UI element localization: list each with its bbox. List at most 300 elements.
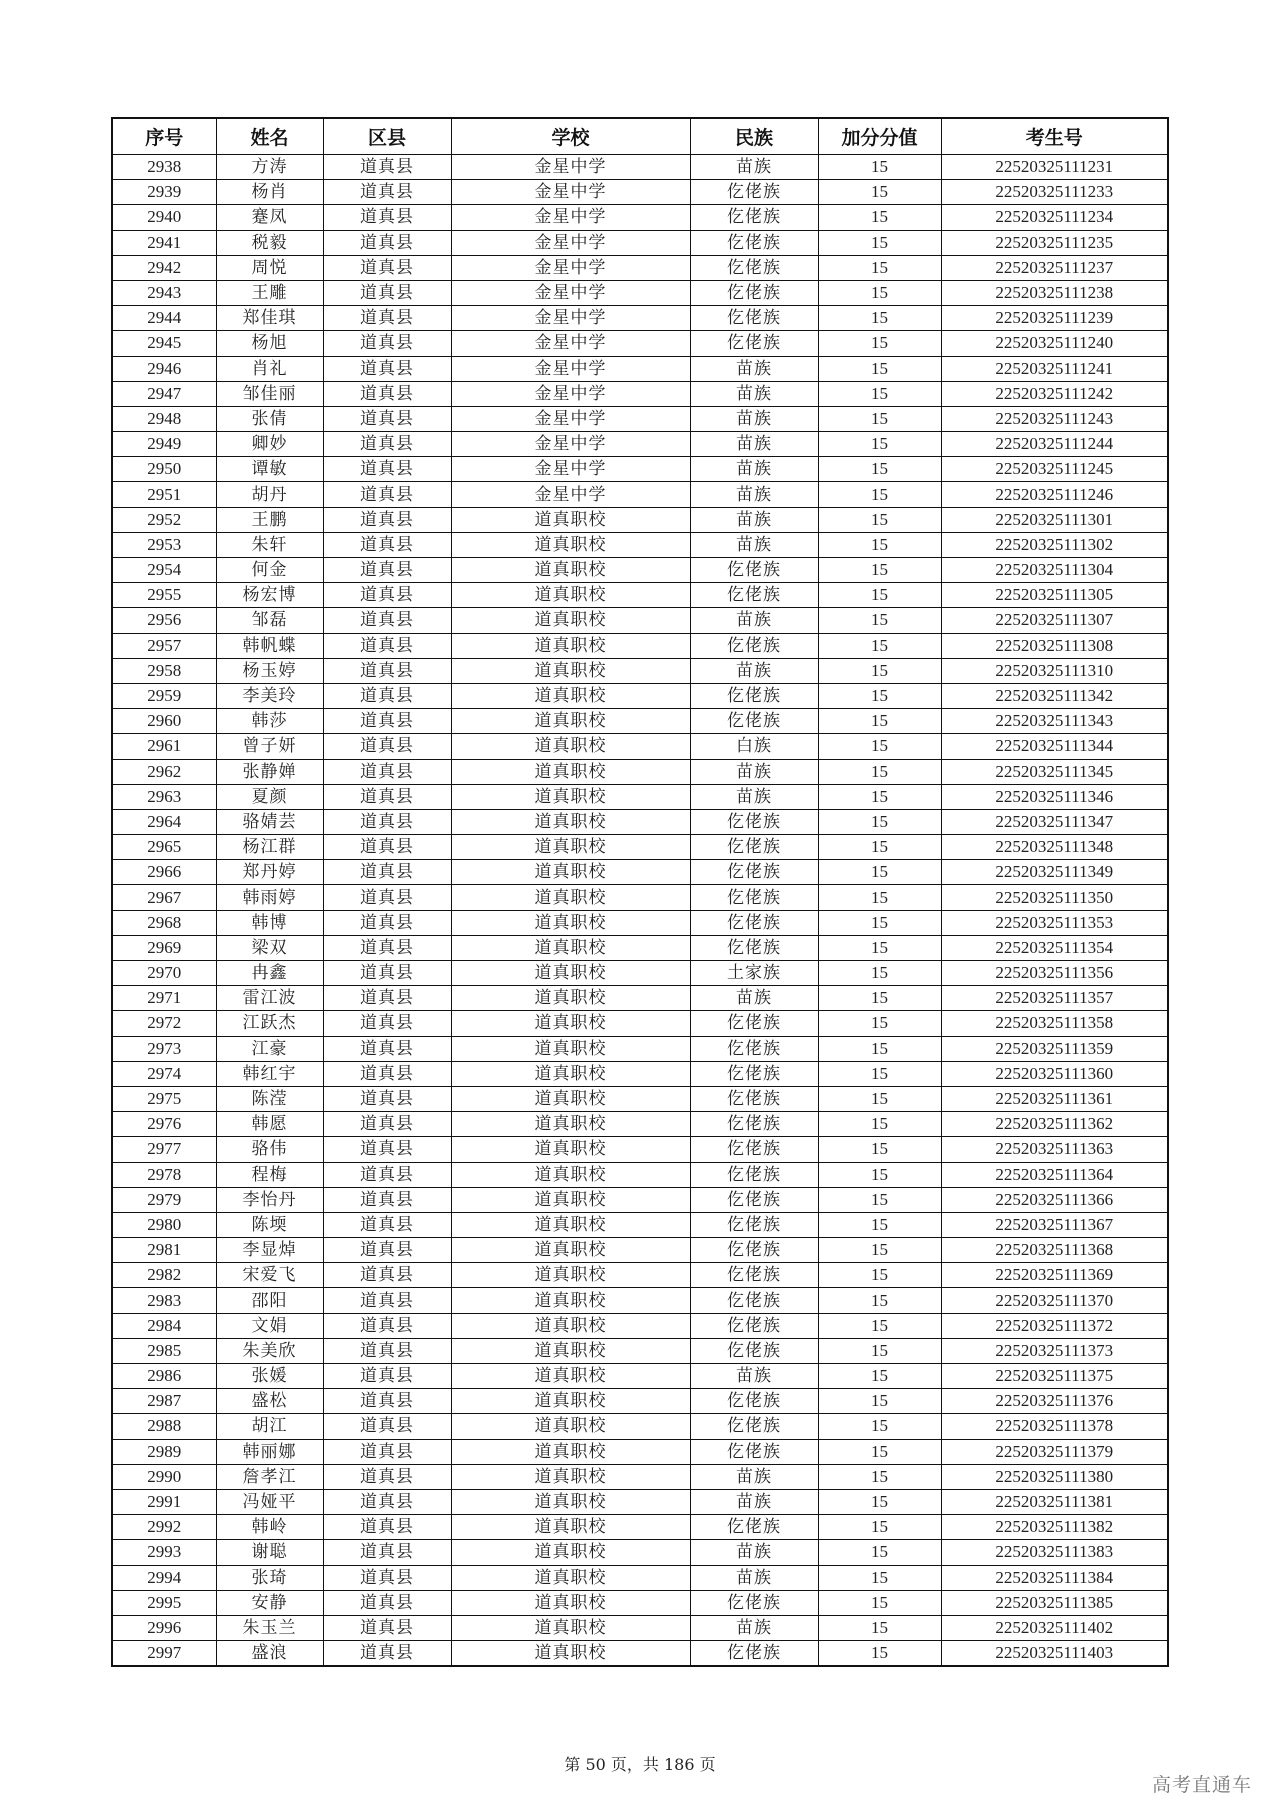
cell-ethnicity: 仡佬族 [690,331,818,356]
cell-name: 骆婧芸 [216,809,323,834]
cell-county: 道真县 [323,1263,451,1288]
cell-ethnicity: 苗族 [690,759,818,784]
cell-ethnicity: 苗族 [690,1464,818,1489]
table-row [112,381,1168,406]
cell-name: 何金 [216,558,323,583]
table-row [112,935,1168,960]
table-row [112,1364,1168,1389]
cell-exam-id: 22520325111238 [941,280,1168,305]
cell-exam-id: 22520325111243 [941,406,1168,431]
cell-ethnicity: 仡佬族 [690,1162,818,1187]
cell-serial: 2939 [112,180,216,205]
cell-county: 道真县 [323,1590,451,1615]
cell-county: 道真县 [323,1288,451,1313]
table-row [112,1212,1168,1237]
cell-county: 道真县 [323,1439,451,1464]
cell-bonus-points: 15 [818,406,941,431]
table-row [112,734,1168,759]
cell-ethnicity: 仡佬族 [690,280,818,305]
cell-ethnicity: 仡佬族 [690,1288,818,1313]
cell-school: 道真职校 [451,759,690,784]
cell-exam-id: 22520325111231 [941,155,1168,180]
cell-name: 韩帆蝶 [216,633,323,658]
cell-serial: 2955 [112,583,216,608]
table-row [112,885,1168,910]
cell-county: 道真县 [323,1112,451,1137]
cell-serial: 2956 [112,608,216,633]
cell-bonus-points: 15 [818,155,941,180]
cell-school: 道真职校 [451,1565,690,1590]
cell-county: 道真县 [323,1641,451,1667]
cell-serial: 2950 [112,457,216,482]
cell-bonus-points: 15 [818,885,941,910]
cell-bonus-points: 15 [818,759,941,784]
cell-bonus-points: 15 [818,734,941,759]
cell-school: 道真职校 [451,1162,690,1187]
cell-county: 道真县 [323,709,451,734]
cell-bonus-points: 15 [818,558,941,583]
cell-county: 道真县 [323,482,451,507]
cell-name: 谢聪 [216,1540,323,1565]
table-body [112,155,1168,1667]
cell-name: 朱轩 [216,532,323,557]
cell-exam-id: 22520325111372 [941,1313,1168,1338]
cell-ethnicity: 仡佬族 [690,180,818,205]
cell-exam-id: 22520325111344 [941,734,1168,759]
cell-bonus-points: 15 [818,280,941,305]
cell-exam-id: 22520325111304 [941,558,1168,583]
cell-exam-id: 22520325111360 [941,1061,1168,1086]
cell-name: 杨玉婷 [216,658,323,683]
cell-name: 陈堧 [216,1212,323,1237]
cell-school: 道真职校 [451,1540,690,1565]
cell-school: 道真职校 [451,1414,690,1439]
cell-ethnicity: 仡佬族 [690,230,818,255]
cell-name: 李美玲 [216,683,323,708]
cell-ethnicity: 仡佬族 [690,709,818,734]
cell-bonus-points: 15 [818,1414,941,1439]
cell-bonus-points: 15 [818,1187,941,1212]
table-row [112,1565,1168,1590]
cell-bonus-points: 15 [818,180,941,205]
table-row [112,961,1168,986]
cell-bonus-points: 15 [818,356,941,381]
table-row [112,608,1168,633]
cell-ethnicity: 仡佬族 [690,885,818,910]
cell-name: 韩莎 [216,709,323,734]
table-row [112,1414,1168,1439]
table-row [112,759,1168,784]
cell-school: 道真职校 [451,1364,690,1389]
cell-exam-id: 22520325111375 [941,1364,1168,1389]
cell-exam-id: 22520325111307 [941,608,1168,633]
cell-county: 道真县 [323,406,451,431]
cell-name: 胡丹 [216,482,323,507]
cell-serial: 2972 [112,1011,216,1036]
table-row [112,1338,1168,1363]
cell-exam-id: 22520325111403 [941,1641,1168,1667]
cell-exam-id: 22520325111364 [941,1162,1168,1187]
header-serial: 序号 [112,118,216,155]
cell-name: 程梅 [216,1162,323,1187]
cell-school: 道真职校 [451,1338,690,1363]
cell-exam-id: 22520325111382 [941,1515,1168,1540]
cell-exam-id: 22520325111368 [941,1238,1168,1263]
cell-name: 江豪 [216,1036,323,1061]
cell-school: 金星中学 [451,230,690,255]
cell-serial: 2943 [112,280,216,305]
cell-school: 道真职校 [451,1187,690,1212]
table-row [112,1061,1168,1086]
cell-name: 郑佳琪 [216,306,323,331]
cell-name: 冯娅平 [216,1489,323,1514]
cell-exam-id: 22520325111363 [941,1137,1168,1162]
cell-name: 盛浪 [216,1641,323,1667]
cell-school: 金星中学 [451,432,690,457]
cell-serial: 2946 [112,356,216,381]
table-row [112,457,1168,482]
cell-name: 邹磊 [216,608,323,633]
table-row [112,356,1168,381]
roster-table [111,117,1169,1667]
cell-bonus-points: 15 [818,784,941,809]
cell-exam-id: 22520325111384 [941,1565,1168,1590]
cell-school: 道真职校 [451,935,690,960]
cell-exam-id: 22520325111381 [941,1489,1168,1514]
cell-school: 金星中学 [451,205,690,230]
cell-exam-id: 22520325111380 [941,1464,1168,1489]
table-row [112,683,1168,708]
cell-school: 道真职校 [451,1011,690,1036]
cell-ethnicity: 仡佬族 [690,1515,818,1540]
cell-exam-id: 22520325111237 [941,255,1168,280]
cell-bonus-points: 15 [818,1263,941,1288]
cell-exam-id: 22520325111402 [941,1615,1168,1640]
cell-ethnicity: 苗族 [690,1364,818,1389]
cell-bonus-points: 15 [818,835,941,860]
cell-bonus-points: 15 [818,658,941,683]
cell-name: 韩愿 [216,1112,323,1137]
cell-exam-id: 22520325111347 [941,809,1168,834]
cell-serial: 2996 [112,1615,216,1640]
table-row [112,784,1168,809]
cell-school: 道真职校 [451,532,690,557]
cell-bonus-points: 15 [818,1565,941,1590]
cell-ethnicity: 仡佬族 [690,1590,818,1615]
cell-exam-id: 22520325111310 [941,658,1168,683]
cell-school: 道真职校 [451,1212,690,1237]
cell-ethnicity: 苗族 [690,356,818,381]
cell-bonus-points: 15 [818,1036,941,1061]
cell-county: 道真县 [323,230,451,255]
table-row [112,230,1168,255]
cell-ethnicity: 土家族 [690,961,818,986]
cell-county: 道真县 [323,835,451,860]
cell-serial: 2971 [112,986,216,1011]
cell-serial: 2977 [112,1137,216,1162]
cell-county: 道真县 [323,1540,451,1565]
cell-bonus-points: 15 [818,205,941,230]
cell-ethnicity: 苗族 [690,608,818,633]
cell-serial: 2965 [112,835,216,860]
cell-exam-id: 22520325111345 [941,759,1168,784]
cell-bonus-points: 15 [818,432,941,457]
cell-serial: 2991 [112,1489,216,1514]
header-school: 学校 [451,118,690,155]
cell-ethnicity: 仡佬族 [690,1439,818,1464]
cell-county: 道真县 [323,1338,451,1363]
table-row [112,910,1168,935]
cell-school: 道真职校 [451,1313,690,1338]
cell-name: 杨肖 [216,180,323,205]
table-row [112,482,1168,507]
cell-school: 道真职校 [451,1086,690,1111]
cell-name: 蹇凤 [216,205,323,230]
cell-bonus-points: 15 [818,1515,941,1540]
cell-serial: 2992 [112,1515,216,1540]
table-row [112,583,1168,608]
cell-serial: 2957 [112,633,216,658]
cell-county: 道真县 [323,1238,451,1263]
cell-ethnicity: 仡佬族 [690,1313,818,1338]
cell-name: 韩博 [216,910,323,935]
cell-serial: 2962 [112,759,216,784]
cell-name: 韩红宇 [216,1061,323,1086]
cell-bonus-points: 15 [818,809,941,834]
cell-exam-id: 22520325111383 [941,1540,1168,1565]
cell-ethnicity: 仡佬族 [690,1137,818,1162]
cell-serial: 2982 [112,1263,216,1288]
cell-bonus-points: 15 [818,1615,941,1640]
table-row [112,1238,1168,1263]
cell-county: 道真县 [323,1615,451,1640]
cell-ethnicity: 苗族 [690,784,818,809]
cell-name: 宋爱飞 [216,1263,323,1288]
cell-serial: 2990 [112,1464,216,1489]
cell-name: 杨宏博 [216,583,323,608]
cell-name: 方涛 [216,155,323,180]
cell-ethnicity: 仡佬族 [690,255,818,280]
cell-school: 道真职校 [451,885,690,910]
cell-school: 道真职校 [451,1641,690,1667]
cell-county: 道真县 [323,961,451,986]
table-row [112,835,1168,860]
table-row [112,507,1168,532]
cell-school: 道真职校 [451,910,690,935]
cell-serial: 2952 [112,507,216,532]
cell-name: 杨江群 [216,835,323,860]
cell-county: 道真县 [323,381,451,406]
cell-exam-id: 22520325111362 [941,1112,1168,1137]
cell-school: 道真职校 [451,583,690,608]
cell-serial: 2975 [112,1086,216,1111]
cell-exam-id: 22520325111348 [941,835,1168,860]
cell-bonus-points: 15 [818,331,941,356]
cell-bonus-points: 15 [818,1439,941,1464]
cell-ethnicity: 苗族 [690,482,818,507]
cell-exam-id: 22520325111302 [941,532,1168,557]
cell-ethnicity: 苗族 [690,432,818,457]
cell-name: 周悦 [216,255,323,280]
cell-name: 谭敏 [216,457,323,482]
cell-county: 道真县 [323,331,451,356]
cell-school: 道真职校 [451,1489,690,1514]
cell-bonus-points: 15 [818,1238,941,1263]
cell-county: 道真县 [323,809,451,834]
cell-name: 韩雨婷 [216,885,323,910]
cell-name: 王雕 [216,280,323,305]
table-row [112,432,1168,457]
cell-serial: 2993 [112,1540,216,1565]
cell-exam-id: 22520325111239 [941,306,1168,331]
cell-serial: 2984 [112,1313,216,1338]
cell-bonus-points: 15 [818,961,941,986]
table-row [112,1439,1168,1464]
cell-school: 道真职校 [451,734,690,759]
cell-county: 道真县 [323,860,451,885]
cell-bonus-points: 15 [818,633,941,658]
watermark: 高考直通车 [1151,1774,1252,1796]
cell-school: 道真职校 [451,1288,690,1313]
table-row [112,1036,1168,1061]
cell-bonus-points: 15 [818,230,941,255]
cell-exam-id: 22520325111245 [941,457,1168,482]
cell-school: 道真职校 [451,709,690,734]
cell-bonus-points: 15 [818,608,941,633]
cell-school: 道真职校 [451,1112,690,1137]
cell-school: 金星中学 [451,331,690,356]
table-row [112,1137,1168,1162]
cell-ethnicity: 仡佬族 [690,1036,818,1061]
cell-serial: 2987 [112,1389,216,1414]
cell-bonus-points: 15 [818,1137,941,1162]
cell-exam-id: 22520325111373 [941,1338,1168,1363]
cell-ethnicity: 苗族 [690,381,818,406]
cell-bonus-points: 15 [818,1489,941,1514]
cell-serial: 2968 [112,910,216,935]
table-row [112,532,1168,557]
cell-bonus-points: 15 [818,935,941,960]
cell-bonus-points: 15 [818,910,941,935]
cell-school: 金星中学 [451,180,690,205]
cell-name: 税毅 [216,230,323,255]
cell-ethnicity: 白族 [690,734,818,759]
cell-county: 道真县 [323,1364,451,1389]
cell-school: 金星中学 [451,280,690,305]
cell-county: 道真县 [323,180,451,205]
cell-ethnicity: 苗族 [690,1540,818,1565]
cell-bonus-points: 15 [818,1590,941,1615]
cell-county: 道真县 [323,1389,451,1414]
cell-exam-id: 22520325111342 [941,683,1168,708]
cell-name: 张静婵 [216,759,323,784]
cell-name: 杨旭 [216,331,323,356]
cell-school: 道真职校 [451,633,690,658]
cell-serial: 2964 [112,809,216,834]
cell-serial: 2989 [112,1439,216,1464]
cell-name: 韩丽娜 [216,1439,323,1464]
cell-serial: 2960 [112,709,216,734]
cell-bonus-points: 15 [818,1389,941,1414]
cell-ethnicity: 苗族 [690,507,818,532]
cell-ethnicity: 仡佬族 [690,1263,818,1288]
cell-exam-id: 22520325111385 [941,1590,1168,1615]
cell-county: 道真县 [323,457,451,482]
page-number: 第 50 页，共 186 页 [564,1755,716,1774]
cell-bonus-points: 15 [818,1338,941,1363]
cell-school: 道真职校 [451,1263,690,1288]
cell-exam-id: 22520325111359 [941,1036,1168,1061]
cell-ethnicity: 苗族 [690,457,818,482]
cell-exam-id: 22520325111370 [941,1288,1168,1313]
cell-serial: 2963 [112,784,216,809]
cell-serial: 2969 [112,935,216,960]
cell-school: 道真职校 [451,1036,690,1061]
cell-ethnicity: 苗族 [690,406,818,431]
cell-school: 道真职校 [451,1061,690,1086]
cell-county: 道真县 [323,1187,451,1212]
table-row [112,709,1168,734]
cell-name: 陈滢 [216,1086,323,1111]
cell-exam-id: 22520325111376 [941,1389,1168,1414]
cell-serial: 2985 [112,1338,216,1363]
table-row [112,1464,1168,1489]
cell-bonus-points: 15 [818,532,941,557]
cell-school: 金星中学 [451,482,690,507]
cell-exam-id: 22520325111234 [941,205,1168,230]
cell-county: 道真县 [323,205,451,230]
cell-name: 肖礼 [216,356,323,381]
cell-ethnicity: 苗族 [690,155,818,180]
cell-serial: 2949 [112,432,216,457]
cell-school: 金星中学 [451,306,690,331]
cell-bonus-points: 15 [818,1364,941,1389]
cell-ethnicity: 苗族 [690,986,818,1011]
cell-serial: 2967 [112,885,216,910]
cell-exam-id: 22520325111349 [941,860,1168,885]
cell-serial: 2953 [112,532,216,557]
table-row [112,1162,1168,1187]
cell-bonus-points: 15 [818,306,941,331]
cell-school: 金星中学 [451,255,690,280]
cell-exam-id: 22520325111350 [941,885,1168,910]
cell-county: 道真县 [323,1212,451,1237]
cell-county: 道真县 [323,784,451,809]
cell-name: 郑丹婷 [216,860,323,885]
cell-bonus-points: 15 [818,583,941,608]
cell-ethnicity: 仡佬族 [690,935,818,960]
cell-school: 道真职校 [451,1515,690,1540]
cell-name: 邹佳丽 [216,381,323,406]
cell-name: 李显焯 [216,1238,323,1263]
cell-exam-id: 22520325111369 [941,1263,1168,1288]
table-header-row [112,118,1168,155]
cell-name: 梁双 [216,935,323,960]
table-row [112,809,1168,834]
cell-serial: 2976 [112,1112,216,1137]
cell-bonus-points: 15 [818,1086,941,1111]
cell-county: 道真县 [323,1313,451,1338]
cell-serial: 2995 [112,1590,216,1615]
table-row [112,1515,1168,1540]
cell-county: 道真县 [323,255,451,280]
cell-county: 道真县 [323,1414,451,1439]
cell-bonus-points: 15 [818,457,941,482]
cell-ethnicity: 仡佬族 [690,860,818,885]
table-row [112,280,1168,305]
cell-bonus-points: 15 [818,255,941,280]
cell-ethnicity: 苗族 [690,1615,818,1640]
